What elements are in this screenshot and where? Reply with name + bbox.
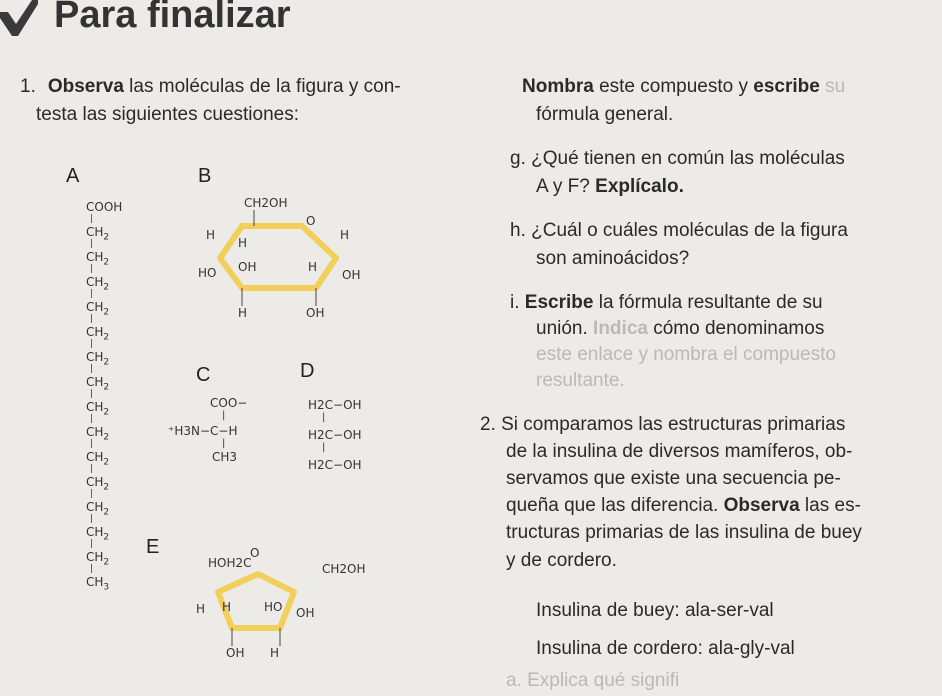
molecule-e-o: O bbox=[250, 546, 260, 560]
molecule-e-hoh2c: HOH2C bbox=[208, 556, 252, 570]
molecule-b-ch2oh: CH2OH bbox=[244, 196, 288, 210]
molecule-a-group: $CH_2$ bbox=[86, 225, 110, 243]
question-2a-cut: a. Explica qué signifi bbox=[506, 670, 680, 691]
question-h-line-1: h. ¿Cuál o cuáles moléculas de la figura bbox=[510, 220, 848, 241]
right-line-1: Nombra este compuesto y escribe su bbox=[522, 76, 846, 97]
molecule-e-oh: OH bbox=[296, 606, 315, 620]
molecule-c-bond-bottom: | bbox=[222, 438, 226, 449]
molecule-b-ring bbox=[196, 196, 376, 326]
molecule-d-row-1: H2C−OH bbox=[308, 398, 362, 412]
molecule-a-group: $CH_2$ bbox=[86, 550, 110, 568]
question-2-line-2: de la insulina de diversos mamíferos, ob- bbox=[506, 441, 853, 462]
molecule-e-oh-bottom: OH bbox=[226, 646, 245, 660]
molecule-a-bond: | bbox=[90, 264, 94, 274]
question-i-line-3: este enlace y nombra el compuesto bbox=[536, 344, 836, 365]
molecule-a-group: $CH_2$ bbox=[86, 300, 110, 318]
molecule-d-row-3: H2C−OH bbox=[308, 458, 362, 472]
molecule-d-bond-1: | bbox=[322, 412, 326, 423]
label-b: B bbox=[198, 165, 212, 187]
molecule-a-group: $CH_2$ bbox=[86, 450, 110, 468]
molecule-d-row-2: H2C−OH bbox=[308, 428, 362, 442]
molecule-a-group: $CH_2$ bbox=[86, 500, 110, 518]
molecule-a-group: $CH_2$ bbox=[86, 475, 110, 493]
label-a: A bbox=[66, 165, 80, 187]
molecule-a-bond: | bbox=[90, 489, 94, 499]
molecule-a-bond: | bbox=[90, 289, 94, 299]
molecule-a-bond: | bbox=[90, 339, 94, 349]
molecule-b-ho: HO bbox=[198, 266, 217, 280]
insulina-buey: Insulina de buey: ala-ser-val bbox=[536, 600, 774, 621]
molecule-b-h-right: H bbox=[340, 228, 350, 242]
molecule-a-group: COOH bbox=[86, 200, 123, 214]
molecule-e-h-1: H bbox=[196, 602, 206, 616]
molecule-a-bond: | bbox=[90, 239, 94, 249]
molecule-d-bond-2: | bbox=[322, 442, 326, 453]
right-line-2: fórmula general. bbox=[536, 104, 674, 125]
question-1-line-2: testa las siguientes cuestiones: bbox=[36, 104, 299, 125]
question-h-line-2: son aminoácidos? bbox=[536, 248, 690, 269]
molecule-a bbox=[86, 200, 123, 593]
question-g-line-1: g. ¿Qué tienen en común las moléculas bbox=[510, 148, 845, 169]
question-g-line-2: A y F? Explícalo. bbox=[536, 176, 684, 197]
molecule-c-bond-top: | bbox=[222, 410, 226, 421]
question-2-line-6: y de cordero. bbox=[506, 550, 617, 571]
molecule-c-ch3: CH3 bbox=[212, 450, 238, 464]
molecule-b-h-inner: H bbox=[238, 236, 248, 250]
label-e: E bbox=[146, 536, 160, 558]
section-title: Para finalizar bbox=[54, 0, 291, 36]
molecule-b-h-left: H bbox=[206, 228, 216, 242]
question-2-line-5: tructuras primarias de las insulina de buey bbox=[506, 522, 862, 543]
molecule-a-group: $CH_2$ bbox=[86, 250, 110, 268]
molecule-a-bond: | bbox=[90, 414, 94, 424]
question-i-line-1: i. Escribe la fórmula resultante de su bbox=[510, 292, 823, 313]
label-d: D bbox=[300, 360, 315, 382]
question-i-line-4: resultante. bbox=[536, 370, 625, 391]
molecule-a-bond: | bbox=[90, 364, 94, 374]
molecule-e-h-bottom: H bbox=[270, 646, 280, 660]
molecule-a-bond: | bbox=[90, 314, 94, 324]
molecule-c-coo: COO− bbox=[210, 396, 248, 410]
question-1-line-1: 1. Observa las moléculas de la figura y con- bbox=[20, 76, 401, 97]
molecule-a-bond: | bbox=[90, 439, 94, 449]
checkmark-icon bbox=[0, 0, 38, 36]
molecule-b-oh-right: OH bbox=[342, 268, 361, 282]
question-i-line-2: unión. Indica cómo denominamos bbox=[536, 318, 825, 339]
molecule-b-h-bottom: H bbox=[238, 306, 248, 320]
question-2-line-1: 2. Si comparamos las estructuras primarias bbox=[480, 414, 846, 435]
molecule-b-oh-bottom: OH bbox=[306, 306, 325, 320]
molecule-a-group: $CH_2$ bbox=[86, 400, 110, 418]
molecule-a-group: $CH_2$ bbox=[86, 325, 110, 343]
insulina-cordero: Insulina de cordero: ala-gly-val bbox=[536, 638, 795, 659]
molecule-b-oh-inner: OH bbox=[238, 260, 257, 274]
molecule-b-h-inner-2: H bbox=[308, 260, 318, 274]
molecule-a-bond: | bbox=[90, 464, 94, 474]
molecule-e-ch2oh: CH2OH bbox=[322, 562, 366, 576]
molecule-a-bond: | bbox=[90, 514, 94, 524]
question-2-line-4: queña que las diferencia. Observa las es- bbox=[506, 495, 861, 516]
molecule-c-center: ⁺H3N−C−H bbox=[168, 424, 238, 438]
molecule-e-h-2: H bbox=[222, 600, 232, 614]
molecule-a-group: $CH_2$ bbox=[86, 525, 110, 543]
molecule-a-group: $CH_3$ bbox=[86, 575, 110, 593]
molecule-a-group: $CH_2$ bbox=[86, 275, 110, 293]
molecule-e-ho: HO bbox=[264, 600, 283, 614]
molecule-a-group: $CH_2$ bbox=[86, 375, 110, 393]
molecule-b-o: O bbox=[306, 214, 316, 228]
molecule-a-bond: | bbox=[90, 564, 94, 574]
molecule-a-bond: | bbox=[90, 389, 94, 399]
molecule-a-group: $CH_2$ bbox=[86, 425, 110, 443]
molecule-a-bond: | bbox=[90, 214, 94, 224]
molecule-a-bond: | bbox=[90, 539, 94, 549]
molecule-a-group: $CH_2$ bbox=[86, 350, 110, 368]
label-c: C bbox=[196, 364, 211, 386]
question-2-line-3: servamos que existe una secuencia pe- bbox=[506, 468, 841, 489]
